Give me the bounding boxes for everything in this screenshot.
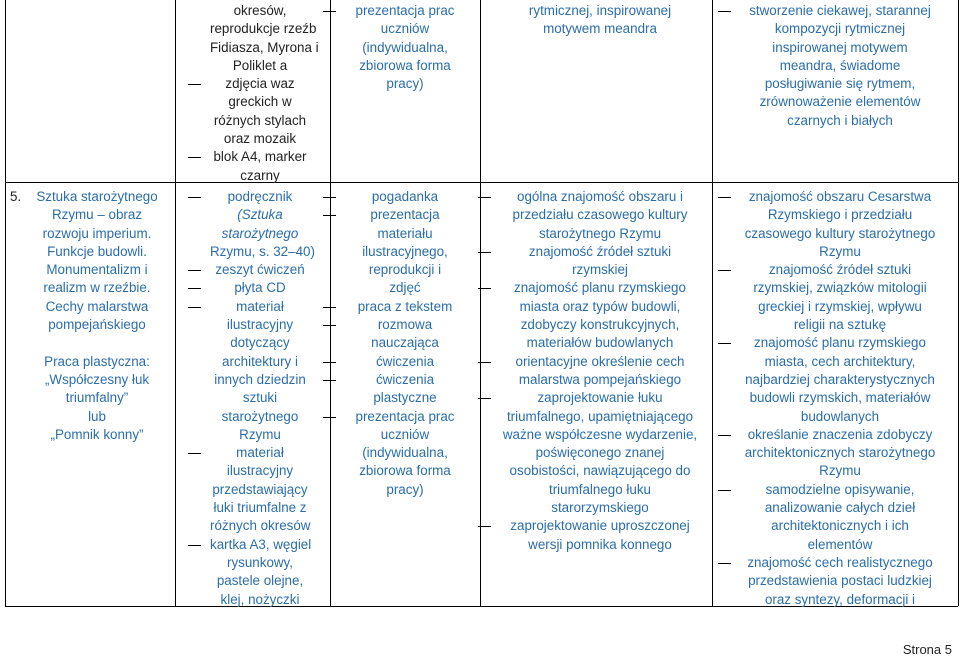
text-line: zdjęcia waz xyxy=(210,75,310,93)
text-line: czasowego kultury starożytnego xyxy=(744,225,936,241)
top-row-materials xyxy=(210,2,319,185)
text-line: prezentacja prac xyxy=(345,2,465,20)
column-divider-2 xyxy=(330,0,331,606)
topic-number: 5. xyxy=(10,189,22,204)
text-line: Rzymu xyxy=(819,463,861,479)
main-row-extended-requirements xyxy=(740,188,940,609)
text-line: ilustracyjny xyxy=(226,317,294,333)
column-divider-1 xyxy=(175,0,176,606)
text-line: uczniów xyxy=(380,426,430,442)
text-line: miasta, cech architektury, xyxy=(764,353,916,369)
text-line: materiału xyxy=(377,225,433,241)
text-line: określanie znaczenia zdobyczy xyxy=(740,426,940,444)
text-line: ważne współczesne wydarzenie, xyxy=(502,426,698,442)
text-line: klej, nożyczki xyxy=(220,591,300,607)
topic-title xyxy=(22,188,172,444)
text-line: praca z tekstem xyxy=(345,298,465,316)
column-divider-3 xyxy=(480,0,481,606)
text-line: triumfalnego, upamiętniającego xyxy=(506,408,694,424)
text-line: innych dziedzin xyxy=(214,371,306,387)
text-line: uczniów xyxy=(380,21,430,37)
text-line: materiałów budowlanych xyxy=(526,335,674,351)
text-line: zdjęć xyxy=(389,280,421,296)
text-line: inspirowanej motywem xyxy=(772,39,908,55)
text-line: meandra, świadome xyxy=(779,57,901,73)
text-line: zbiorowa forma xyxy=(359,57,451,73)
text-line: znajomość planu rzymskiego xyxy=(740,334,940,352)
top-row-methods xyxy=(345,2,465,93)
text-line: różnych stylach xyxy=(213,112,307,128)
text-line: stworzenie ciekawej, starannej xyxy=(740,2,940,20)
text-line: prezentacja xyxy=(345,206,465,224)
text-line: kompozycji rytmicznej xyxy=(774,21,906,37)
text-line: rytmicznej, inspirowanej xyxy=(528,3,672,18)
text-line: reprodukcje rzeźb xyxy=(210,21,317,37)
text-line: znajomość cech realistycznego xyxy=(740,554,940,572)
column-divider-4 xyxy=(712,0,713,606)
text-line: Rzymu xyxy=(819,243,861,259)
text-line: Funkcje budowli. xyxy=(47,243,147,259)
text-line: Rzymu xyxy=(239,426,281,442)
text-line: motywem meandra xyxy=(543,21,657,37)
text-line: nauczająca xyxy=(371,335,439,351)
text-line: posługiwanie się rytmem, xyxy=(764,76,916,92)
main-row-methods xyxy=(345,188,465,499)
text-line: greckiej i rzymskiej, wpływu xyxy=(758,298,922,314)
text-line: materiał xyxy=(210,444,310,462)
text-line: blok A4, marker xyxy=(210,148,310,166)
text-line: „Współczesny łuk xyxy=(44,371,150,387)
text-line: miasta oraz typów budowli, xyxy=(519,298,681,314)
text-line: reprodukcji i xyxy=(368,262,442,278)
text-line: rozmowa xyxy=(345,316,465,334)
text-line: płyta CD xyxy=(210,279,310,297)
page-number: Strona 5 xyxy=(902,642,952,657)
text-line: Monumentalizm i xyxy=(46,262,148,278)
top-row-basic-requirements xyxy=(500,2,700,39)
text-line: zrównoważenie elementów xyxy=(759,94,921,110)
text-line: zaprojektowanie łuku xyxy=(500,389,700,407)
text-line: ćwiczenia xyxy=(345,371,465,389)
text-line: czarnych i białych xyxy=(787,112,893,128)
row-divider xyxy=(5,182,958,183)
main-row-materials xyxy=(210,188,315,609)
text-line: poświęconego znanej xyxy=(535,445,665,461)
text-line: Rzymu, s. 32–40) xyxy=(210,243,315,259)
text-line: samodzielne opisywanie, xyxy=(740,481,940,499)
text-line: starożytnego Rzymu xyxy=(538,225,662,241)
text-line: rysunkowy, xyxy=(227,554,293,570)
text-line: lub xyxy=(88,408,106,424)
text-line: przedziału czasowego kultury xyxy=(512,207,688,223)
text-line: ogólna znajomość obszaru i xyxy=(500,188,700,206)
text-line: pracy) xyxy=(386,76,424,92)
table-border-left xyxy=(5,0,6,606)
text-line: architektonicznych starożytnego xyxy=(744,445,936,461)
text-line: przedstawienia postaci ludzkiej xyxy=(748,573,932,589)
text-line: plastyczne xyxy=(373,390,437,406)
text-line xyxy=(22,334,172,352)
text-line: okresów, xyxy=(233,3,287,18)
text-line: osobistości, nawiązującego do xyxy=(509,463,691,479)
top-row-extended-requirements xyxy=(740,2,940,130)
text-line: znajomość planu rzymskiego xyxy=(500,279,700,297)
text-line: sztuki xyxy=(242,390,278,406)
text-line: czarny xyxy=(240,167,280,183)
text-line: budowlanych xyxy=(800,408,880,424)
text-line: różnych okresów xyxy=(210,518,311,534)
text-line: zaprojektowanie uproszczonej xyxy=(500,517,700,535)
text-line: Fidiasza, Myrona i xyxy=(210,39,319,55)
text-line: ilustracyjnego, xyxy=(362,243,448,259)
text-line: znajomość źródeł sztuki xyxy=(740,261,940,279)
text-line: starożytnego xyxy=(221,408,299,424)
text-line: podręcznik xyxy=(210,188,310,206)
text-line: budowli rzymskich, materiałów xyxy=(749,390,931,406)
text-line: (indywidualna, xyxy=(362,445,448,461)
text-line: „Pomnik konny” xyxy=(50,426,144,442)
text-line: dotyczący xyxy=(230,335,290,351)
text-line: oraz mozaik xyxy=(223,131,297,147)
text-line: rzymskiej xyxy=(572,262,628,278)
text-line: oraz syntezy, deformacji i xyxy=(764,591,916,607)
text-line: znajomość źródeł sztuki xyxy=(500,243,700,261)
text-line: pastele olejne, xyxy=(216,573,304,589)
text-line: triumfalny” xyxy=(65,390,129,406)
text-line: Rzymskiego i przedziału xyxy=(767,207,913,223)
text-line: Cechy malarstwa xyxy=(45,298,149,314)
text-line: starorzymskiego xyxy=(551,500,649,516)
text-line: przedstawiający xyxy=(212,481,308,497)
table-border-right xyxy=(958,0,959,606)
text-line: prezentacja prac xyxy=(345,408,465,426)
text-line: orientacyjne określenie cech xyxy=(500,353,700,371)
text-line: wersji pomnika konnego xyxy=(528,536,672,552)
main-row-basic-requirements xyxy=(500,188,700,554)
text-line: pompejańskiego xyxy=(48,317,146,333)
text-line: najbardziej charakterystycznych xyxy=(745,371,935,387)
text-line: realizm w rzeźbie. xyxy=(43,280,151,296)
text-line: malarstwa pompejańskiego xyxy=(518,371,682,387)
text-line: (Sztuka xyxy=(237,207,283,223)
text-line: rzymskiej, związków mitologii xyxy=(753,280,927,296)
text-line: pracy) xyxy=(386,481,424,497)
text-line: religii na sztukę xyxy=(793,317,887,333)
text-line: materiał xyxy=(210,298,310,316)
text-line: Sztuka starożytnego xyxy=(36,189,158,204)
text-line: Praca plastyczna: xyxy=(44,353,150,369)
text-line: kartka A3, węgiel xyxy=(210,536,310,554)
text-line: greckich w xyxy=(228,94,292,110)
text-line: zeszyt ćwiczeń xyxy=(210,261,310,279)
text-line: ilustracyjny xyxy=(226,463,294,479)
text-line: triumfalnego łuku xyxy=(549,481,651,497)
text-line: Poliklet a xyxy=(232,57,288,73)
text-line: znajomość obszaru Cesarstwa xyxy=(740,188,940,206)
text-line: (indywidualna, xyxy=(362,39,448,55)
text-line: zbiorowa forma xyxy=(359,463,451,479)
text-line: architektonicznych i ich xyxy=(771,518,909,534)
text-line: rozwoju imperium. xyxy=(42,225,152,241)
text-line: starożytnego xyxy=(221,225,299,241)
text-line: elementów xyxy=(807,536,873,552)
text-line: analizowanie całych dzieł xyxy=(764,500,916,516)
text-line: pogadanka xyxy=(345,188,465,206)
text-line: ćwiczenia xyxy=(345,353,465,371)
text-line: architektury i xyxy=(222,353,298,369)
text-line: łuki triumfalne z xyxy=(213,500,307,516)
text-line: Rzymu – obraz xyxy=(51,207,143,223)
text-line: zdobyczy konstrukcyjnych, xyxy=(520,317,680,333)
